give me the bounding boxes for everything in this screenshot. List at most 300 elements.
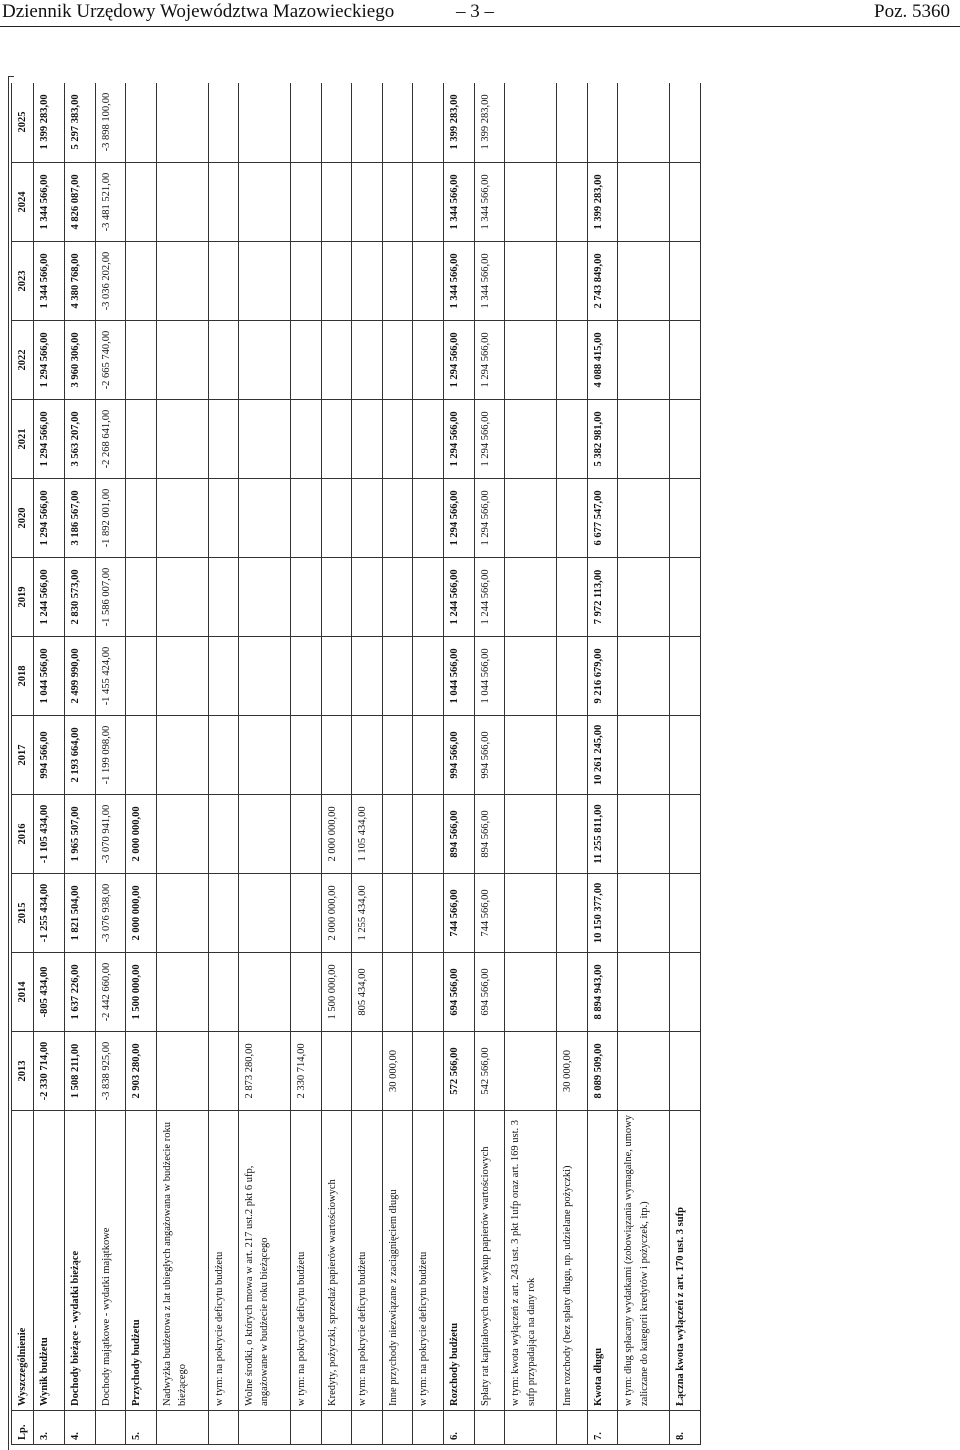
value-cell: [618, 479, 670, 558]
column-header-description: Wyszczególnienie: [12, 1111, 34, 1411]
value-cell: 3 960 306,00: [64, 321, 95, 400]
value-cell: [505, 400, 557, 479]
value-cell: [208, 716, 239, 795]
value-cell: 1 044 566,00: [444, 637, 475, 716]
row-label-cell: Łączna kwota wyłączeń z art. 170 ust. 3 sufp: [670, 1111, 701, 1411]
column-header-year: 2015: [12, 874, 34, 953]
value-cell: [352, 83, 383, 163]
value-cell: [382, 637, 413, 716]
value-cell: [290, 83, 321, 163]
table-body: [34, 83, 701, 1445]
value-cell: [290, 242, 321, 321]
row-label-cell: Nadwyżka budżetowa z lat ubiegłych angażowana w budżecie roku bieżącego: [156, 1111, 208, 1411]
column-header-year: 2025: [12, 83, 34, 163]
value-cell: 8 089 509,00: [587, 1032, 618, 1111]
value-cell: 994 566,00: [444, 716, 475, 795]
value-cell: [413, 479, 444, 558]
value-cell: [587, 83, 618, 163]
row-number-cell: [618, 1411, 670, 1445]
value-cell: [670, 479, 701, 558]
row-number-cell: [557, 1411, 588, 1445]
value-cell: [670, 400, 701, 479]
value-cell: 5 297 383,00: [64, 83, 95, 163]
value-cell: [126, 321, 157, 400]
value-cell: 2 873 280,00: [239, 1032, 291, 1111]
value-cell: [413, 242, 444, 321]
table-row: [382, 83, 413, 1445]
value-cell: [382, 83, 413, 163]
row-label-cell: Dochody bieżące - wydatki bieżące: [64, 1111, 95, 1411]
frame-top-tick: [8, 76, 14, 77]
value-cell: [557, 242, 588, 321]
value-cell: [670, 163, 701, 242]
row-label-cell: w tym: kwota wyłączeń z art. 243 ust. 3 pkt 1ufp oraz art. 169 ust. 3 sufp przypadająca na dany rok: [505, 1111, 557, 1411]
value-cell: 4 826 087,00: [64, 163, 95, 242]
table-row: [557, 83, 588, 1445]
value-cell: [352, 400, 383, 479]
table-row: [208, 83, 239, 1445]
value-cell: [618, 558, 670, 637]
table-row: [670, 83, 701, 1445]
value-cell: 1 244 566,00: [34, 558, 65, 637]
value-cell: 744 566,00: [474, 874, 505, 953]
table-row: [352, 83, 383, 1445]
row-number-cell: [382, 1411, 413, 1445]
value-cell: [208, 953, 239, 1032]
value-cell: 2 830 573,00: [64, 558, 95, 637]
value-cell: [208, 558, 239, 637]
value-cell: [126, 242, 157, 321]
value-cell: 1 294 566,00: [34, 400, 65, 479]
table-row: [239, 83, 291, 1445]
value-cell: [321, 558, 352, 637]
value-cell: [382, 242, 413, 321]
value-cell: 994 566,00: [474, 716, 505, 795]
value-cell: 7 972 113,00: [587, 558, 618, 637]
value-cell: [352, 479, 383, 558]
row-number-cell: 4.: [64, 1411, 95, 1445]
value-cell: 30 000,00: [382, 1032, 413, 1111]
value-cell: [618, 83, 670, 163]
value-cell: [413, 83, 444, 163]
value-cell: [126, 400, 157, 479]
page-header: [0, 0, 960, 27]
value-cell: [557, 637, 588, 716]
value-cell: [239, 716, 291, 795]
value-cell: [208, 321, 239, 400]
value-cell: 2 000 000,00: [321, 795, 352, 874]
table-row: [126, 83, 157, 1445]
value-cell: [239, 321, 291, 400]
row-number-cell: 5.: [126, 1411, 157, 1445]
value-cell: [670, 637, 701, 716]
value-cell: [505, 479, 557, 558]
value-cell: [239, 637, 291, 716]
value-cell: [290, 637, 321, 716]
value-cell: [618, 795, 670, 874]
value-cell: [156, 242, 208, 321]
row-label-cell: w tym: na pokrycie deficytu budżetu: [290, 1111, 321, 1411]
row-number-cell: [95, 1411, 126, 1445]
value-cell: [208, 795, 239, 874]
value-cell: 9 216 679,00: [587, 637, 618, 716]
table-row: [618, 83, 670, 1445]
row-number-cell: [505, 1411, 557, 1445]
value-cell: [413, 400, 444, 479]
row-number-cell: [474, 1411, 505, 1445]
value-cell: 894 566,00: [474, 795, 505, 874]
value-cell: 694 566,00: [444, 953, 475, 1032]
value-cell: [413, 953, 444, 1032]
table-row: [34, 83, 65, 1445]
table-row: [444, 83, 475, 1445]
value-cell: [239, 874, 291, 953]
value-cell: [382, 558, 413, 637]
value-cell: 2 000 000,00: [321, 874, 352, 953]
row-number-cell: 7.: [587, 1411, 618, 1445]
value-cell: 1 500 000,00: [321, 953, 352, 1032]
value-cell: -3 036 202,00: [95, 242, 126, 321]
column-header-year: 2021: [12, 400, 34, 479]
value-cell: 1 294 566,00: [444, 321, 475, 400]
value-cell: [290, 874, 321, 953]
value-cell: 6 677 547,00: [587, 479, 618, 558]
column-header-year: 2023: [12, 242, 34, 321]
value-cell: [239, 163, 291, 242]
column-header-year: 2024: [12, 163, 34, 242]
value-cell: 1 294 566,00: [474, 479, 505, 558]
value-cell: -3 838 925,00: [95, 1032, 126, 1111]
value-cell: [290, 163, 321, 242]
frame-left-line: [8, 76, 9, 1450]
row-label-cell: w tym: na pokrycie deficytu budżetu: [352, 1111, 383, 1411]
value-cell: [156, 321, 208, 400]
value-cell: [413, 716, 444, 795]
value-cell: 694 566,00: [474, 953, 505, 1032]
scanned-table-area: [11, 83, 701, 1445]
value-cell: -3 898 100,00: [95, 83, 126, 163]
value-cell: [382, 953, 413, 1032]
value-cell: -3 481 521,00: [95, 163, 126, 242]
value-cell: [505, 637, 557, 716]
column-header-lp: Lp.: [12, 1411, 34, 1445]
value-cell: -2 442 660,00: [95, 953, 126, 1032]
value-cell: 30 000,00: [557, 1032, 588, 1111]
value-cell: 2 903 280,00: [126, 1032, 157, 1111]
column-header-year: 2014: [12, 953, 34, 1032]
value-cell: [156, 795, 208, 874]
value-cell: [670, 795, 701, 874]
value-cell: [505, 83, 557, 163]
value-cell: [156, 558, 208, 637]
value-cell: [557, 83, 588, 163]
journal-title: Dziennik Urzędowy Województwa Mazowieckiego: [2, 1, 395, 22]
value-cell: 1 344 566,00: [34, 163, 65, 242]
value-cell: 1 244 566,00: [444, 558, 475, 637]
value-cell: 1 294 566,00: [474, 400, 505, 479]
value-cell: [413, 163, 444, 242]
value-cell: [382, 400, 413, 479]
row-label-cell: Wolne środki, o których mowa w art. 217 ust.2 pkt 6 ufp, angażowane w budżecie roku bieżącego: [239, 1111, 291, 1411]
value-cell: [208, 83, 239, 163]
value-cell: [670, 83, 701, 163]
value-cell: -3 076 938,00: [95, 874, 126, 953]
row-label-cell: w tym: na pokrycie deficytu budżetu: [208, 1111, 239, 1411]
position-number: Poz. 5360: [874, 1, 950, 22]
value-cell: -1 199 098,00: [95, 716, 126, 795]
value-cell: 1 637 226,00: [64, 953, 95, 1032]
value-cell: [126, 163, 157, 242]
value-cell: [321, 242, 352, 321]
row-number-cell: [290, 1411, 321, 1445]
value-cell: [321, 163, 352, 242]
value-cell: [156, 716, 208, 795]
value-cell: [557, 874, 588, 953]
rotated-table-wrapper: [11, 83, 701, 1445]
value-cell: [413, 874, 444, 953]
value-cell: [156, 874, 208, 953]
value-cell: -2 268 641,00: [95, 400, 126, 479]
value-cell: [239, 242, 291, 321]
value-cell: 11 255 811,00: [587, 795, 618, 874]
value-cell: [321, 321, 352, 400]
value-cell: [618, 242, 670, 321]
row-number-cell: [208, 1411, 239, 1445]
value-cell: [557, 716, 588, 795]
value-cell: [239, 558, 291, 637]
value-cell: [618, 874, 670, 953]
value-cell: [618, 716, 670, 795]
table-row: [64, 83, 95, 1445]
value-cell: 1 399 283,00: [587, 163, 618, 242]
table-row: [413, 83, 444, 1445]
value-cell: -1 892 001,00: [95, 479, 126, 558]
value-cell: [505, 795, 557, 874]
value-cell: 1 255 434,00: [352, 874, 383, 953]
value-cell: [156, 479, 208, 558]
table-row: [587, 83, 618, 1445]
row-label-cell: w tym: na pokrycie deficytu budżetu: [413, 1111, 444, 1411]
value-cell: 1 399 283,00: [34, 83, 65, 163]
value-cell: [413, 321, 444, 400]
value-cell: [618, 321, 670, 400]
value-cell: -2 330 714,00: [34, 1032, 65, 1111]
value-cell: [156, 637, 208, 716]
row-number-cell: 6.: [444, 1411, 475, 1445]
value-cell: [618, 163, 670, 242]
row-label-cell: Wynik budżetu: [34, 1111, 65, 1411]
value-cell: 1 965 507,00: [64, 795, 95, 874]
value-cell: [352, 558, 383, 637]
value-cell: 2 743 849,00: [587, 242, 618, 321]
value-cell: [290, 716, 321, 795]
value-cell: [670, 558, 701, 637]
value-cell: -805 434,00: [34, 953, 65, 1032]
row-label-cell: Przychody budżetu: [126, 1111, 157, 1411]
row-label-cell: Rozchody budżetu: [444, 1111, 475, 1411]
value-cell: 1 344 566,00: [474, 242, 505, 321]
value-cell: [505, 716, 557, 795]
row-label-cell: Inne rozchody (bez spłaty długu, np. udzielane pożyczki): [557, 1111, 588, 1411]
value-cell: [239, 400, 291, 479]
value-cell: [505, 874, 557, 953]
row-number-cell: [413, 1411, 444, 1445]
value-cell: [239, 953, 291, 1032]
column-header-year: 2020: [12, 479, 34, 558]
value-cell: [290, 321, 321, 400]
row-number-cell: [239, 1411, 291, 1445]
value-cell: [290, 953, 321, 1032]
value-cell: 1 508 211,00: [64, 1032, 95, 1111]
value-cell: [321, 83, 352, 163]
value-cell: [290, 479, 321, 558]
value-cell: [505, 953, 557, 1032]
column-header-year: 2022: [12, 321, 34, 400]
column-header-year: 2016: [12, 795, 34, 874]
value-cell: 3 186 567,00: [64, 479, 95, 558]
value-cell: [557, 558, 588, 637]
value-cell: [670, 716, 701, 795]
value-cell: [382, 795, 413, 874]
value-cell: [670, 874, 701, 953]
value-cell: [126, 558, 157, 637]
value-cell: [382, 479, 413, 558]
value-cell: 1 500 000,00: [126, 953, 157, 1032]
value-cell: 1 399 283,00: [474, 83, 505, 163]
value-cell: 1 044 566,00: [34, 637, 65, 716]
value-cell: 1 344 566,00: [474, 163, 505, 242]
value-cell: [321, 637, 352, 716]
value-cell: 542 566,00: [474, 1032, 505, 1111]
value-cell: 1 294 566,00: [444, 400, 475, 479]
value-cell: [239, 479, 291, 558]
value-cell: 1 105 434,00: [352, 795, 383, 874]
row-label-cell: w tym: dług spłacany wydatkami (zobowiązania wymagalne, umowy zaliczane do kategorii kredytów i pożyczek, itp.): [618, 1111, 670, 1411]
table-row: [505, 83, 557, 1445]
value-cell: 5 382 981,00: [587, 400, 618, 479]
value-cell: [208, 1032, 239, 1111]
value-cell: [208, 874, 239, 953]
value-cell: [413, 637, 444, 716]
value-cell: 2 499 990,00: [64, 637, 95, 716]
value-cell: [618, 1032, 670, 1111]
value-cell: [557, 479, 588, 558]
value-cell: [156, 1032, 208, 1111]
value-cell: 2 193 664,00: [64, 716, 95, 795]
value-cell: [156, 83, 208, 163]
row-label-cell: Spłaty rat kapitałowych oraz wykup papierów wartościowych: [474, 1111, 505, 1411]
table-row: [474, 83, 505, 1445]
value-cell: -1 455 424,00: [95, 637, 126, 716]
value-cell: [505, 242, 557, 321]
value-cell: [156, 953, 208, 1032]
value-cell: [208, 242, 239, 321]
value-cell: [557, 163, 588, 242]
value-cell: 572 566,00: [444, 1032, 475, 1111]
value-cell: [208, 637, 239, 716]
value-cell: 1 344 566,00: [444, 242, 475, 321]
value-cell: [670, 242, 701, 321]
row-number-cell: [156, 1411, 208, 1445]
value-cell: [382, 874, 413, 953]
value-cell: [557, 400, 588, 479]
column-header-year: 2013: [12, 1032, 34, 1111]
value-cell: [557, 795, 588, 874]
value-cell: -1 105 434,00: [34, 795, 65, 874]
value-cell: 10 261 245,00: [587, 716, 618, 795]
value-cell: [413, 1032, 444, 1111]
value-cell: [352, 242, 383, 321]
value-cell: [156, 163, 208, 242]
column-header-year: 2019: [12, 558, 34, 637]
value-cell: 2 000 000,00: [126, 795, 157, 874]
value-cell: [321, 479, 352, 558]
value-cell: [208, 400, 239, 479]
value-cell: 805 434,00: [352, 953, 383, 1032]
value-cell: [290, 795, 321, 874]
column-header-year: 2018: [12, 637, 34, 716]
value-cell: [321, 716, 352, 795]
value-cell: [239, 795, 291, 874]
value-cell: 1 294 566,00: [444, 479, 475, 558]
value-cell: [618, 953, 670, 1032]
value-cell: [413, 795, 444, 874]
value-cell: [557, 321, 588, 400]
value-cell: [126, 716, 157, 795]
value-cell: [321, 1032, 352, 1111]
value-cell: -3 070 941,00: [95, 795, 126, 874]
value-cell: [239, 83, 291, 163]
value-cell: [505, 321, 557, 400]
row-number-cell: [352, 1411, 383, 1445]
value-cell: [505, 163, 557, 242]
row-number-cell: 3.: [34, 1411, 65, 1445]
value-cell: [208, 163, 239, 242]
value-cell: 1 344 566,00: [34, 242, 65, 321]
value-cell: [670, 1032, 701, 1111]
value-cell: [290, 400, 321, 479]
value-cell: 894 566,00: [444, 795, 475, 874]
value-cell: 1 821 504,00: [64, 874, 95, 953]
value-cell: [290, 558, 321, 637]
row-number-cell: [321, 1411, 352, 1445]
value-cell: [670, 321, 701, 400]
value-cell: [382, 321, 413, 400]
row-number-cell: 8.: [670, 1411, 701, 1445]
value-cell: [505, 1032, 557, 1111]
value-cell: 2 000 000,00: [126, 874, 157, 953]
value-cell: 1 399 283,00: [444, 83, 475, 163]
table-row: [156, 83, 208, 1445]
value-cell: [557, 953, 588, 1032]
value-cell: [352, 321, 383, 400]
value-cell: 744 566,00: [444, 874, 475, 953]
value-cell: [126, 637, 157, 716]
row-label-cell: Kredyty, pożyczki, sprzedaż papierów wartościowych: [321, 1111, 352, 1411]
value-cell: [413, 558, 444, 637]
value-cell: [352, 163, 383, 242]
table-row: [321, 83, 352, 1445]
value-cell: [208, 479, 239, 558]
value-cell: [670, 953, 701, 1032]
value-cell: 994 566,00: [34, 716, 65, 795]
value-cell: [382, 716, 413, 795]
value-cell: -1 586 007,00: [95, 558, 126, 637]
table-header-row: [12, 83, 34, 1445]
value-cell: [321, 400, 352, 479]
value-cell: 1 344 566,00: [444, 163, 475, 242]
value-cell: -2 665 740,00: [95, 321, 126, 400]
